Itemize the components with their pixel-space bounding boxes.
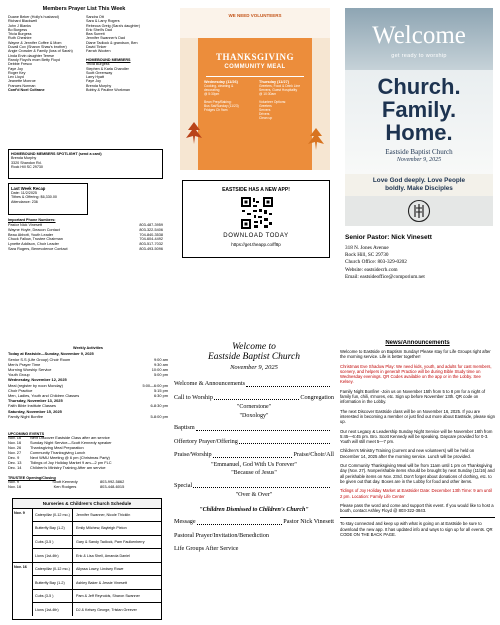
trustee-date: Nov. 9 <box>8 479 19 485</box>
event-name: Tidings of Joy Holiday Market 9 am—2 pm FLC <box>30 459 112 465</box>
spotlight-title: HOMEBOUND MEMBERS SPOTLIGHT (send a card) <box>11 152 102 156</box>
prayer-column-1 <box>8 15 86 92</box>
event-date: Nov. 16 <box>8 435 22 441</box>
nursery-volunteers: DJ & Kelsey George, Tristan Greever <box>76 607 137 612</box>
flyer-line: Servers <box>259 108 271 112</box>
trustee-phone: 803-992-5862 <box>100 479 125 485</box>
cover-word-2: Family. <box>381 97 457 122</box>
service-item-name: Special <box>174 481 193 489</box>
app-box <box>182 180 330 258</box>
service-item-name: Praise/Worship <box>174 451 212 458</box>
event-date: Dec. 13 <box>8 459 22 465</box>
homebound-spotlight <box>8 149 163 179</box>
nursery-volunteers: Ashley Baker & Jessie Vinesett <box>76 580 127 585</box>
recap-line: Date: 11/2/2025 <box>11 191 37 195</box>
service-item <box>174 450 334 461</box>
nursery-date: Nov. 9 <box>13 509 33 562</box>
phone-contact: Chuck Fallow, Trustee Chairman <box>8 237 63 242</box>
service-item-name: Call to Worship <box>174 393 213 401</box>
event-date: Nov. 16 <box>8 440 22 446</box>
app-title: EASTSIDE HAS A NEW APP! <box>222 187 290 193</box>
trustee-name: Ken Rodgers <box>53 483 77 489</box>
activity-name: Faith Bible Institute Classes <box>8 403 57 409</box>
trustee-date: Nov. 16 <box>8 483 22 489</box>
flyer-line: Clean up <box>259 116 273 120</box>
prayer-name: Bobby & Pauline Workman <box>86 88 130 93</box>
nursery-room: Caterpillar (0-12 mo.) <box>33 563 73 575</box>
trustee-list <box>8 480 168 489</box>
cover-welcome: Welcome <box>372 22 466 49</box>
prayer-column-2 <box>86 15 160 92</box>
leaf-icon <box>306 126 326 152</box>
nursery-room: Cubs (3-5 ) <box>33 536 73 548</box>
activity-time: 5:00—6:00 pm <box>142 382 168 388</box>
pastor-line: Website: eastsidecrh.com <box>345 266 398 273</box>
trustee-name: Scott Kennedy <box>52 479 78 485</box>
service-song: "Over & Over" <box>235 492 273 498</box>
activity-time: 6-8:30 pm <box>150 403 168 409</box>
flyer-line: decorating <box>204 88 220 92</box>
nursery-table <box>13 509 161 616</box>
nursery-room: Butterfly Bay (1-2) <box>33 522 73 534</box>
news-paragraph: Children's Ministry Training (current and new volunteers) will be held on December 14, 2025 after the morning service. Lunch will be provided. <box>340 448 475 459</box>
cover-tagline-2: boldly. Make Disciples <box>385 185 453 192</box>
activity-name: Senior S.S (Life Group) Choir Room <box>8 356 71 362</box>
prayer-name: Angie Crowder & Family (loss of Sarah) <box>8 49 73 54</box>
service-item <box>174 379 334 390</box>
activity-name: Men, Ladies, Youth and Children Classes <box>8 392 80 398</box>
flyer-line: Bus Sat/Sunday (11/23) <box>204 104 239 108</box>
news-paragraph: Christmas Eve Shadow Play: We need kids, youth, and adults for cast members, scenery, and helpers in general! Practice will be during Bible Study time on Wednesday evenings. QR Codes available on the app or in the Lobby. See Kelsey. <box>340 363 492 385</box>
prayer-name: HOMEBOUND MEMBERS <box>86 57 131 62</box>
prayer-name: Faye Joy <box>86 79 101 84</box>
cover-church: Eastside Baptist Church <box>385 148 453 156</box>
weekly-activities <box>8 346 168 430</box>
service-song: "Doxology" <box>239 412 269 419</box>
activity-name: Meal (register by noon Monday) <box>8 382 63 388</box>
prayer-name: Bea Surrett <box>86 32 105 37</box>
event-name: Community Thanksgiving Lunch <box>30 450 86 456</box>
recap-line: Tithes & Offering: $6,330.00 <box>11 195 57 200</box>
phone-number: 803-493-5096 <box>139 246 163 251</box>
activities-title: Weekly Activities <box>73 346 103 350</box>
nursery-volunteers: Allyssa Lowry, Lindsey Rowe <box>76 567 124 572</box>
news-announcements <box>340 340 495 624</box>
prayer-name: Faye Joy <box>8 66 23 71</box>
phone-contact: Wayne Hoyle, Deacon Contact <box>8 228 60 232</box>
qr-code-icon <box>240 196 274 230</box>
news-paragraph: Our next Legacy & Leadership Sunday Night Service will be November 16th from 5:45—6:45 pm. Bro. Scott Kennedy will be speaking. Daycare provided for 0-3. Youth will still meet 5—7 pm. <box>340 428 493 445</box>
prayer-name: Lex Lloyd <box>8 75 24 80</box>
activity-name: Family Night Bonfire <box>8 413 44 419</box>
service-item-leader: Congregation <box>300 393 334 401</box>
news-paragraphs <box>340 349 495 537</box>
prayer-name: Wayne & Jennifer Coffee & Mom <box>8 40 62 45</box>
service-item-leader: Praise/Choir/All <box>293 451 334 458</box>
activity-name: Youth Group <box>8 372 30 378</box>
prayer-name: Roger Key <box>8 70 26 75</box>
phone-number: 704-840-3538 <box>139 232 163 237</box>
prayer-name: Tricia Burgess <box>8 32 32 37</box>
phone-contact: Lynette Addison, Choir Leader <box>8 242 59 247</box>
recap-line: Attendance: 236 <box>11 199 38 204</box>
service-dots <box>246 379 330 387</box>
nursery-row <box>33 536 161 549</box>
upcoming-title: UPCOMING EVENTS <box>8 432 45 436</box>
service-item <box>174 544 334 555</box>
flyer-top-text: WE NEED VOLUNTEERS <box>228 13 282 18</box>
activity-name: Men's Prayer Time <box>8 361 41 367</box>
service-item <box>174 423 334 434</box>
prayer-name: Conf'd Noel Coltrane <box>8 88 45 93</box>
service-dots <box>193 481 330 489</box>
prayer-name: Scott Greenway <box>86 70 113 75</box>
news-paragraph: Tidings of Joy Holiday Market at Eastside! Date: December 13th Time: 9 am until 2 pm. Location: Family Life Center <box>340 488 492 499</box>
leaf-icon <box>184 120 204 146</box>
flyer-right-head: Thursday (11/27) <box>259 80 289 84</box>
news-paragraph: To stay connected and keep up with what is going on at Eastside be sure to download the new app. It has updated info and ways to sign up for all events. QR CODE ON THE BACK PAGE. <box>340 517 495 537</box>
nursery-schedule <box>12 498 162 620</box>
cover-welcome-sub: get ready to worship <box>391 53 447 59</box>
recap-lines <box>11 191 85 204</box>
nursery-row <box>33 549 161 562</box>
order-date: November 9, 2025 <box>230 364 278 371</box>
spotlight-lines <box>11 156 160 169</box>
cover-date: November 9, 2025 <box>396 157 442 163</box>
pastor-title: Senior Pastor: Nick Vinesett <box>345 234 432 241</box>
prayer-name: Farrah Wooten <box>86 49 111 54</box>
order-items <box>174 379 334 555</box>
flyer-left-head: Wednesday (11/26) <box>204 80 238 84</box>
prayer-name: Sara & Larry Rogers <box>86 19 120 24</box>
nursery-volunteers: Jennifer Swanner, Nicole Thicklin <box>76 513 131 518</box>
service-item <box>174 531 334 542</box>
flyer-line: Servers, Guest Hospitality <box>259 88 298 92</box>
nursery-rows <box>33 563 161 616</box>
prayer-name: Rebecca Greig (Sara's daughter) <box>86 23 140 28</box>
service-item-name: Offertory Prayer/Offering <box>174 437 238 445</box>
flyer-line: @ 10:30am <box>259 92 277 96</box>
pastor-line: Church Office: 803-329-0202 <box>345 259 407 266</box>
pastor-lines <box>345 245 495 281</box>
activity-time: 9:30 am <box>153 361 168 367</box>
service-song: "Cornerstone" <box>236 404 272 410</box>
prayer-list <box>8 6 160 146</box>
flyer-left-lines <box>204 84 254 112</box>
nursery-row <box>33 509 161 522</box>
service-song: "Children Dismissed to Children's Church" <box>199 506 309 513</box>
prayer-name: Diane Tadlock & grandson, Ben <box>86 40 138 45</box>
event-date: Nov. 27 <box>8 450 22 456</box>
prayer-title: Members Prayer List This Week <box>42 6 126 12</box>
prayer-name: Linda Ervin daughter Terese <box>8 53 55 58</box>
nursery-room: Caterpillar (0-12 mo.) <box>33 509 73 521</box>
service-item <box>174 437 334 448</box>
event-row <box>8 466 168 471</box>
nursery-group <box>13 562 161 616</box>
nursery-volunteers: Gary & Sandy Tadlock, Pam Faulkenberry <box>76 539 145 544</box>
phone-number: 803-517-7032 <box>139 242 163 247</box>
flyer-line: Volunteer Options: <box>259 100 287 104</box>
pastor-line: 318 N. Jones Avenue <box>345 245 389 251</box>
activity-name: Morning Worship Service <box>8 366 52 372</box>
upcoming-events <box>8 432 168 472</box>
phone-number: 803-487-3959 <box>139 223 163 228</box>
service-dots <box>213 450 293 458</box>
last-week-recap <box>8 183 88 215</box>
activity-name: Saturday, November 15, 2025 <box>8 408 62 414</box>
prayer-name: Bo Burgess <box>8 27 28 32</box>
news-paragraph: Family Night Bonfire! -Join us on November 15th from 5 to 8 pm for a night of family fun, chili, s'mores, etc. Sign up before November 13th. QR code on information in the Lobby. <box>340 388 486 405</box>
phone-row <box>8 247 163 252</box>
event-date: Dec. 14 <box>8 464 22 470</box>
flyer-line: Greeters <box>259 104 272 108</box>
spotlight-line: Brenda Murphy <box>11 156 37 161</box>
prayer-name: David Tinker <box>86 45 107 50</box>
order-of-service <box>174 342 334 622</box>
phone-numbers <box>8 218 163 262</box>
flyer-line: Bean Prep/Baking: <box>204 100 232 104</box>
cover-word-3: Home. <box>385 120 453 145</box>
phone-contact: Beau Abbott, Youth Leader <box>8 232 54 237</box>
event-name: Sunday Night Service—Scott Kennedy speaker <box>30 440 112 446</box>
flyer-right-lines <box>259 84 309 120</box>
thanksgiving-flyer <box>180 8 330 170</box>
phones-title: Important Phone Numbers: <box>8 218 56 222</box>
nursery-row <box>33 603 161 616</box>
pastor-line: Rock Hill, SC 29730 <box>345 252 389 259</box>
nursery-volunteers: Eric & Lisa Shell, Amanda Daniel <box>76 553 130 558</box>
prayer-name: Brenda Murphy <box>86 83 112 88</box>
service-item-name: Message <box>174 518 196 525</box>
service-dots <box>239 437 330 445</box>
nursery-room: Lions (1st-4th) <box>33 549 73 562</box>
prayer-name: Frances Norman <box>8 83 36 88</box>
trustee-phone: 803-448-6015 <box>100 483 125 489</box>
app-url[interactable]: https://get.theapp.co/ff8p <box>231 242 281 247</box>
nursery-room: Butterfly Bay (1-2) <box>33 576 73 588</box>
church-logo-icon <box>407 199 431 223</box>
service-dots <box>197 517 283 525</box>
news-title: News/Announcements <box>385 340 450 346</box>
service-item-name: Baptism <box>174 424 195 431</box>
activity-name: Wednesday, November 12, 2025 <box>8 377 67 383</box>
prayer-name: Stephen & Karla Chandler <box>86 66 129 71</box>
news-paragraph: Our Community Thanksgiving Meal will be from 11am until 1 pm on Thanksgiving day (Nov. 27). Nonperishable items should be brought by next Sunday (11/16) and all perishable items on Nov. 23rd. Don't forget about donations of clothing, etc. to be given out that day. Boxes are in the Lobby for food and other items. <box>340 463 495 484</box>
service-song: "Because of Jesus" <box>231 470 277 476</box>
service-item-name: Welcome & Announcements <box>174 380 245 387</box>
event-name: Children's Ministry Training After am service <box>30 464 106 470</box>
flyer-line: Fridges Ch 9am <box>204 108 228 112</box>
news-paragraph: Welcome to Eastside on Baptism Sunday! Please stay for Life Groups right after the morning service. Life is better together! <box>340 349 491 360</box>
app-download-label: DOWNLOAD TODAY <box>223 233 289 239</box>
service-item <box>174 517 334 528</box>
phones-table <box>8 223 163 251</box>
nursery-title: Nurseries & Children's Church Schedule <box>13 499 161 509</box>
nursery-date: Nov. 16 <box>13 563 33 616</box>
spotlight-line: 3320 Shandon Rd. <box>11 160 42 165</box>
activity-time: 6:30 pm <box>153 392 168 398</box>
cover <box>345 8 493 226</box>
pastor-line: Email: eastsideoffice@comporium.net <box>345 273 425 280</box>
nursery-volunteers: Emily Milchew, Bayleigh Pixton <box>76 526 127 531</box>
service-dots <box>214 393 299 401</box>
news-paragraph: Please pass the word and come and support this event. If you would like to host a booth, contact Ashley Floyd @ 803-322-3843. <box>340 502 494 514</box>
prayer-name: Debbie Fresco <box>8 62 32 67</box>
flyer-title-1: THANKSGIVING <box>215 52 294 62</box>
prayer-name: Tricia Burgess <box>86 62 110 67</box>
nursery-rows <box>33 509 161 562</box>
service-item-name: Life Groups After Service <box>174 545 239 552</box>
nursery-row <box>33 590 161 603</box>
prayer-name: Randy Floyd's mom Betty Floyd <box>8 57 60 62</box>
nursery-room: Lions (1st-4th) <box>33 603 73 616</box>
service-item-name: Pastoral Prayer/Invitation/Benediction <box>174 531 270 539</box>
prayer-name: Ruth Cheshire <box>8 36 32 41</box>
service-song: "Emmanuel, God With Us Forever" <box>211 461 297 468</box>
recap-title: Last Week Recap <box>11 186 46 191</box>
prayer-name: Duane Beker (Holly's husband) <box>8 15 59 19</box>
nursery-group <box>13 509 161 562</box>
activity-name: Thursday, November 13, 2025 <box>8 398 63 404</box>
flyer-title-2: COMMUNITY MEAL <box>224 64 286 70</box>
activity-name: Choir Practice <box>8 387 33 393</box>
prayer-name: Duvall Cox (Sharon Shaw's brother) <box>8 45 67 50</box>
nursery-row <box>33 563 161 576</box>
order-welcome: Welcome to <box>232 342 276 352</box>
prayer-name: Jennifer Swanner's Dad <box>86 36 126 41</box>
service-dots <box>196 423 330 431</box>
order-church: Eastside Baptist Church <box>207 352 300 362</box>
activity-time: 5:00 pm <box>153 372 168 378</box>
activities-list <box>8 351 168 419</box>
activity-name: Today at Eastside—Sunday, November 9, 2025 <box>8 351 94 357</box>
event-date: Dec. 9 <box>8 454 20 460</box>
prayer-name: Eric Shell's Dad <box>86 27 112 32</box>
prayer-name: Richard Blackwell <box>8 19 38 24</box>
pastor-info <box>345 234 495 289</box>
activity-time: 10:00 am <box>151 366 168 372</box>
prayer-name: Jeanette Monroe <box>8 79 36 84</box>
prayer-name: Larry Hyatt <box>86 75 105 80</box>
flyer-line: Drivers <box>259 112 270 116</box>
flyer-line: Greeters, Food & Drink Line <box>259 84 301 88</box>
service-item <box>174 481 334 492</box>
cover-word-1: Church. <box>377 74 461 99</box>
event-name: Next Discover Eastside Class after am service <box>30 435 110 441</box>
service-item <box>174 393 334 404</box>
event-name: Next WMU Meeting @ 6 pm (Christmas Party) <box>30 454 110 460</box>
activity-time: 5:15 pm <box>153 387 168 393</box>
upcoming-list <box>8 436 168 470</box>
phone-number: 803-322-5406 <box>139 228 163 232</box>
phone-contact: Sara Rogers, Benevolence Contact <box>8 246 68 251</box>
nursery-row <box>33 522 161 535</box>
flyer-line: Cooking, cleaning & <box>204 84 234 88</box>
activity-time: 9:00 am <box>153 356 168 362</box>
nursery-room: Cubs (3-5 ) <box>33 590 73 602</box>
cover-tagline-1: Love God deeply. Love People <box>372 177 466 184</box>
activity-row <box>8 414 168 419</box>
service-item-leader: Pastor Nick Vinesett <box>283 518 334 525</box>
event-date: Nov. 26 <box>8 445 22 451</box>
spotlight-line: Rock Hill SC 29730 <box>11 164 43 169</box>
nursery-row <box>33 576 161 589</box>
news-paragraph: The next Discover Eastside class will be on November 16, 2025. If you are interested in becoming a member or just find out more about Eastside, please sign up. <box>340 408 495 425</box>
activity-time: 5-8:00 pm <box>150 413 168 419</box>
flyer-line: @ 5:30pm <box>204 92 220 96</box>
trustee-title: TRUSTEE Opening/Closing <box>8 476 56 480</box>
prayer-name: Sandra Ott <box>86 15 104 19</box>
event-name: Thanksgiving Meal Preparation <box>30 445 84 451</box>
trustee-row <box>8 485 168 490</box>
phone-number: 704-604-4492 <box>139 237 163 242</box>
nursery-volunteers: Pam & Jeff Reynolds, Sharon Swanner <box>76 593 140 598</box>
prayer-name: John J Blanks <box>8 23 31 28</box>
phone-contact: Pastor Nick Vinesett <box>8 223 43 228</box>
trustee <box>8 476 168 490</box>
